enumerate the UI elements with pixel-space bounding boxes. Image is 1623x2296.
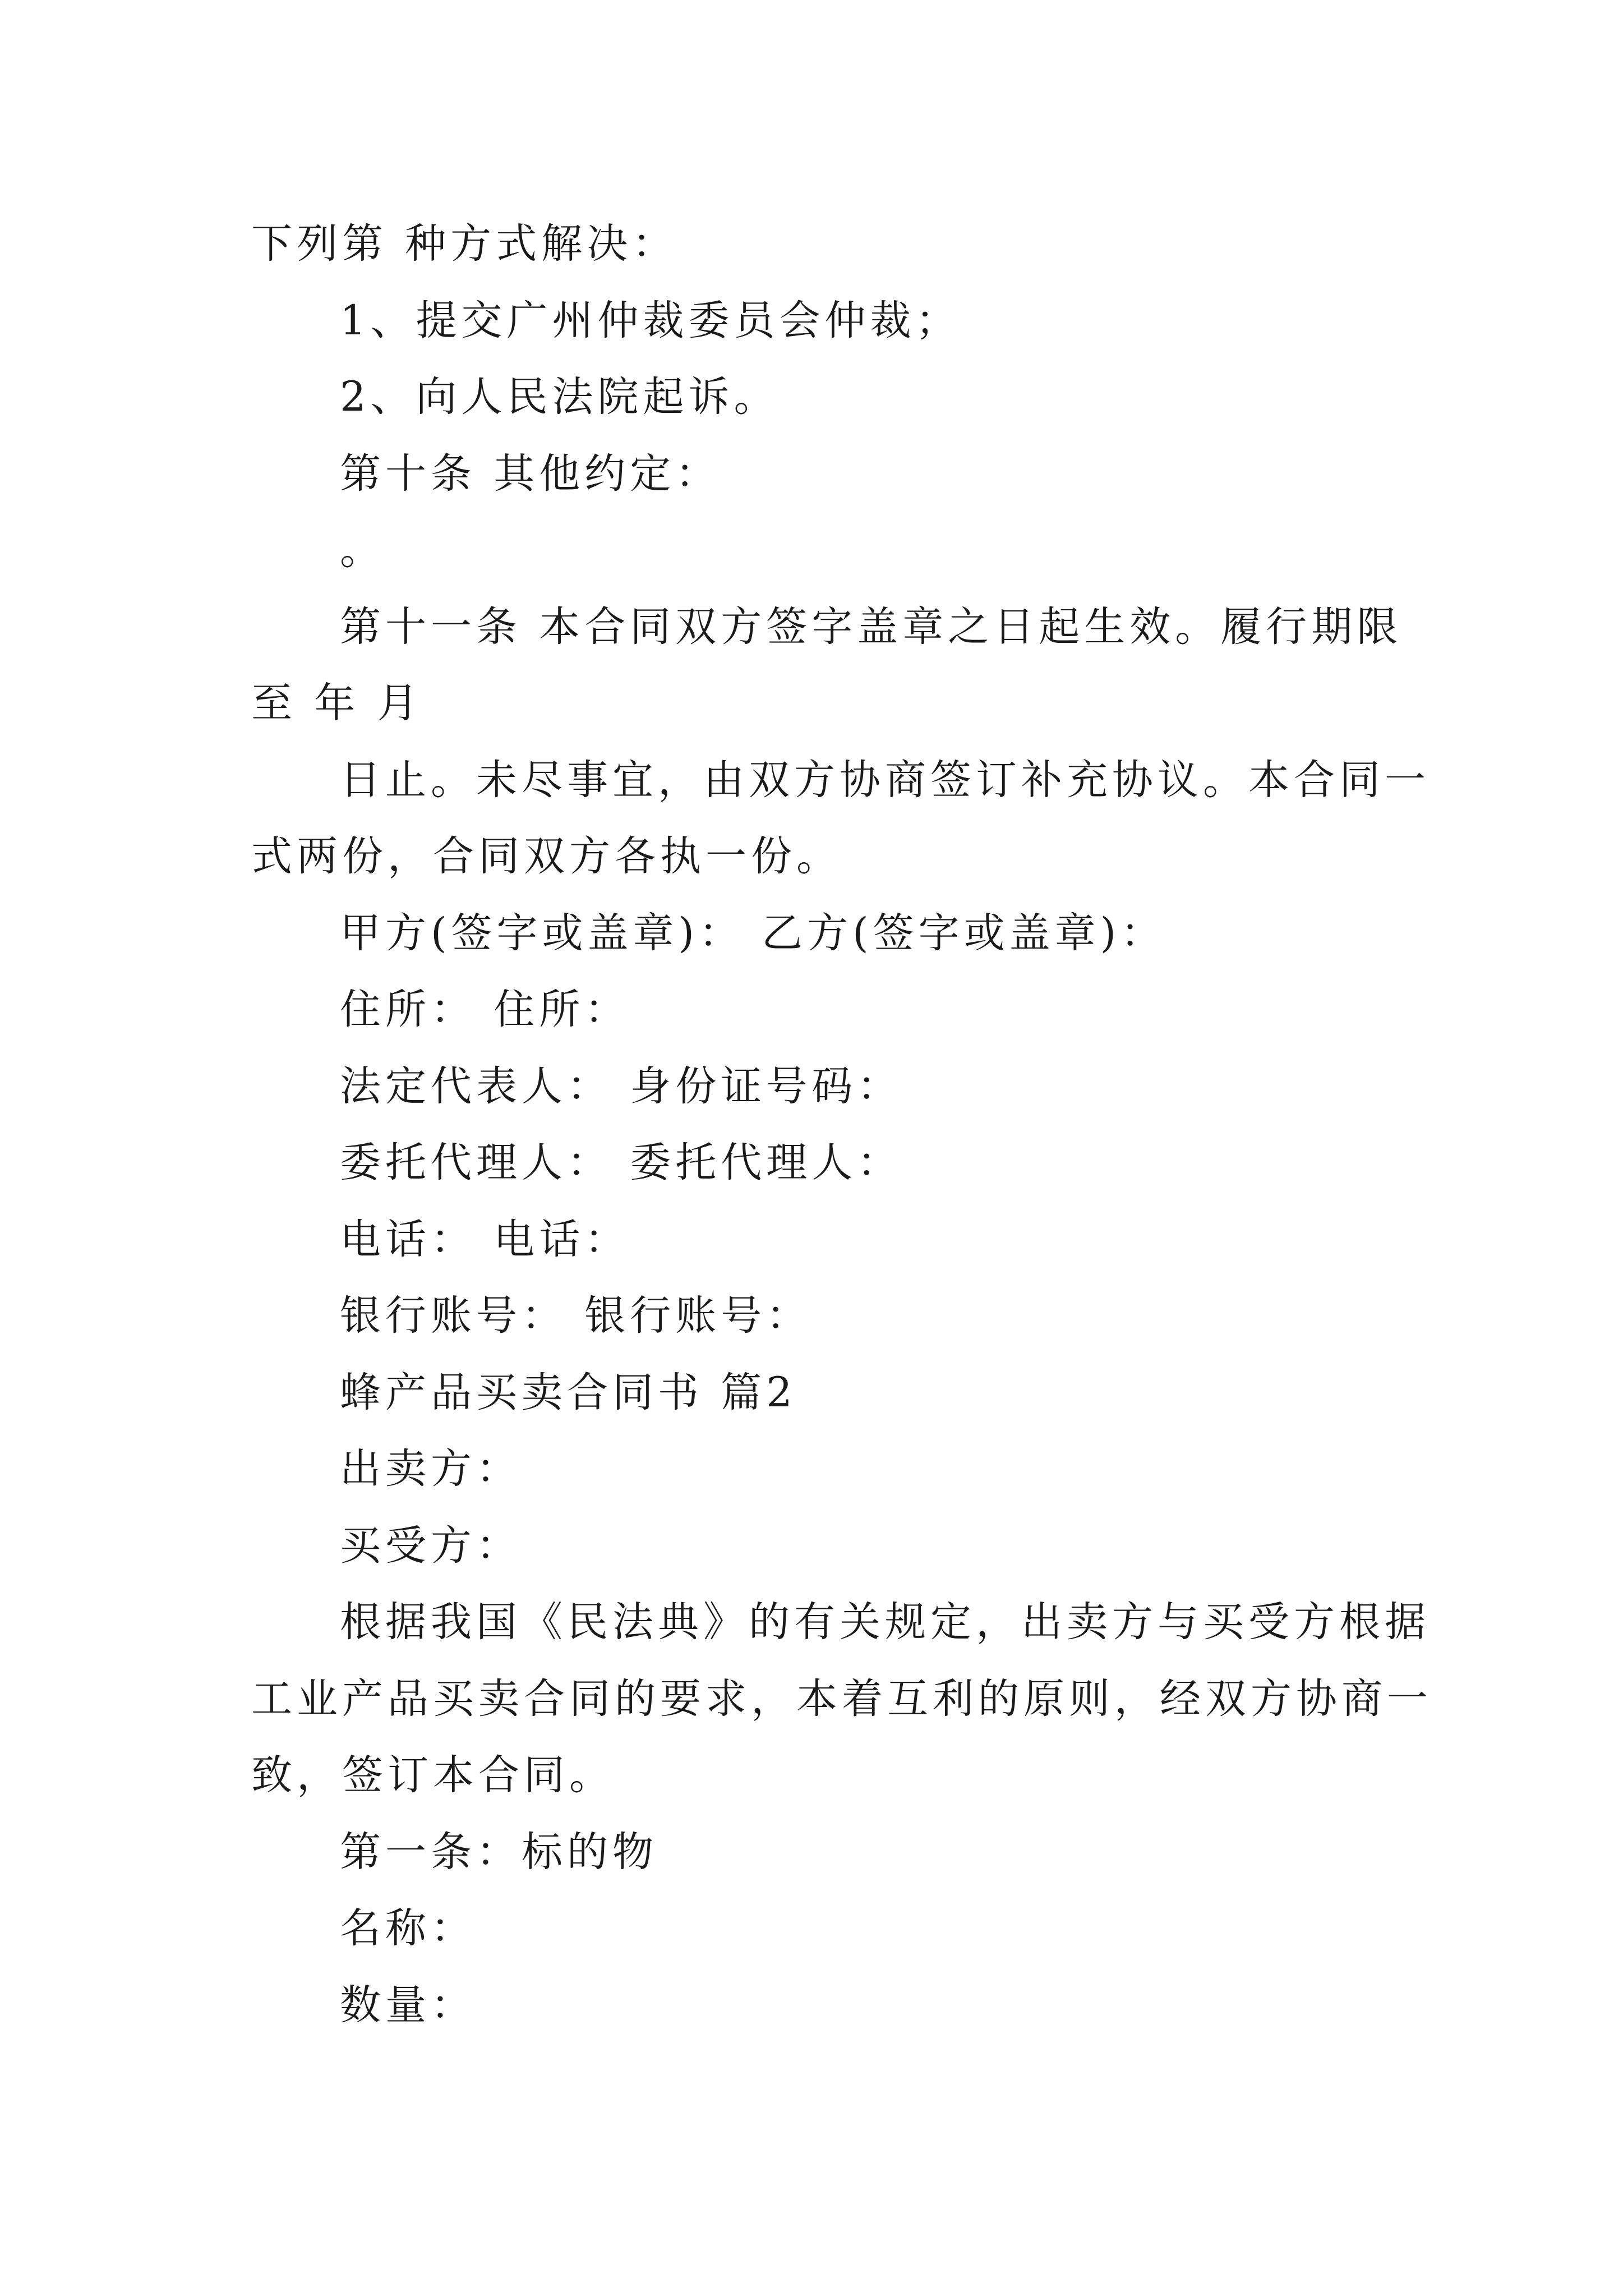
- text-line: 住所： 住所：: [340, 986, 630, 1033]
- text-line: 第十一条 本合同双方签字盖章之日起生效。履行期限: [340, 603, 1403, 651]
- text-line: 第一条：标的物: [340, 1828, 658, 1876]
- text-line: 法定代表人： 身份证号码：: [340, 1062, 903, 1110]
- text-line: 根据我国《民法典》的有关规定，出卖方与买受方根据: [340, 1598, 1430, 1646]
- text-line: 1、提交广州仲裁委员会仲裁；: [340, 297, 961, 344]
- text-line: 致，签订本合同。: [251, 1751, 615, 1799]
- text-line: 2、向人民法院起诉。: [340, 373, 780, 421]
- text-line: 名称：: [340, 1904, 476, 1952]
- text-line: 委托代理人： 委托代理人：: [340, 1139, 903, 1186]
- text-line: 第十条 其他约定：: [340, 450, 721, 498]
- text-line: 下列第 种方式解决：: [251, 220, 678, 268]
- text-line: 银行账号： 银行账号：: [340, 1292, 812, 1340]
- text-line: 至 年 月: [251, 679, 423, 727]
- text-line: 数量：: [340, 1981, 476, 2029]
- text-line: 日止。未尽事宜，由双方协商签订补充协议。本合同一: [340, 756, 1430, 804]
- text-line: 式两份，合同双方各执一份。: [251, 832, 842, 880]
- text-line: 甲方(签字或盖章)： 乙方(签字或盖章)：: [340, 909, 1166, 957]
- text-line: 买受方：: [340, 1522, 522, 1570]
- text-line: 。: [340, 526, 385, 574]
- text-line: 电话： 电话：: [340, 1216, 630, 1263]
- text-line: 工业产品买卖合同的要求，本着互利的原则，经双方协商一: [251, 1675, 1432, 1723]
- section-heading: 蜂产品买卖合同书 篇2: [340, 1369, 797, 1416]
- text-line: 出卖方：: [340, 1445, 522, 1493]
